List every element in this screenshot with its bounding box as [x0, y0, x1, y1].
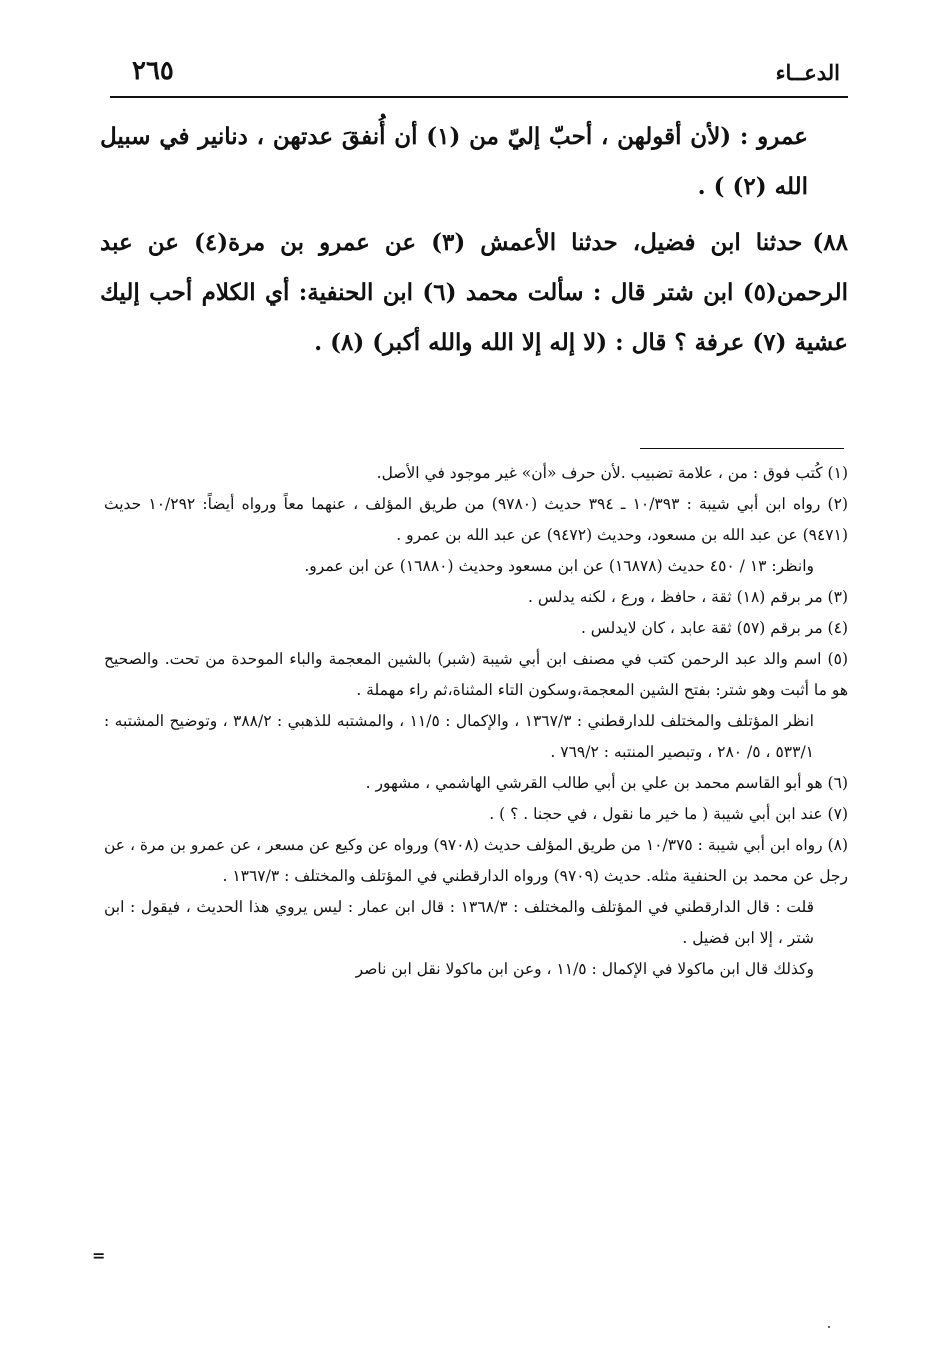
footnote-8-note-2: وكذلك قال ابن ماكولا في الإكمال : ١١/٥ ، وعن ابن ماكولا نقل ابن ناصر [355, 960, 814, 978]
footnote-5: (٥) اسم والد عبد الرحمن كتب في مصنف ابن أبي شيبة (شبر) بالشين المعجمة والباء الموحدة من تحت. والصحيح هو ما أثبت وهو شتر: بفتح الشين المعجمة،وسكون التاء المثناة،ثم راء مهملة . [104, 650, 848, 699]
main-text [100, 112, 848, 368]
footnote-3: (٣) مر برقم (١٨) ثقة ، حافظ ، ورع ، لكنه يدلس . [527, 588, 848, 606]
continuation-mark: = [92, 1246, 106, 1265]
hadith-text: حدثنا ابن فضيل، حدثنا الأعمش (٣) عن عمرو بن مرة(٤) عن عبد الرحمن(٥) ابن شتر قال : سألت محمد (٦) ابن الحنفية: أي الكلام أحب إليك عشية (٧) عرفة ؟ قال : (لا إله إلا الله والله أكبر) (٨) . [100, 229, 848, 356]
footnote-6: (٦) هو أبو القاسم محمد بن علي بن أبي طالب القرشي الهاشمي ، مشهور . [365, 774, 848, 792]
footnote-separator [640, 448, 844, 449]
text-paragraph: عمرو : (لأن أقولهن ، أحبّ إليّ من (١) أن أُنفقَ عدتهن ، دنانير في سبيل الله (٢) ) . [100, 123, 808, 200]
footnote-2-continuation: وانظر: ١٣ / ٤٥٠ حديث (١٦٨٧٨) عن ابن مسعود وحديث (١٦٨٨٠) عن ابن عمرو. [304, 557, 814, 575]
footnote-2: (٢) رواه ابن أبي شيبة : ١٠/٣٩٣ ـ ٣٩٤ حديث (٩٧٨٠) من طريق المؤلف ، عنهما معاً ورواه أيضاً: ١٠/٢٩٢ حديث (٩٤٧١) عن عبد الله بن مسعود، وحديث (٩٤٧٢) عن عبد الله بن عمرو . [104, 495, 848, 544]
footnote-5-continuation: انظر المؤتلف والمختلف للدارقطني : ١٣٦٧/٣ ، والإكمال : ١١/٥ ، والمشتبه للذهبي : ٣٨٨/٢ ، وتوضيح المشتبه : ٥٣٣/١ ، ٥/ ٢٨٠ ، وتبصير المنتبه : ٧٦٩/٢ . [104, 712, 814, 761]
footnote-4: (٤) مر برقم (٥٧) ثقة عابد ، كان لايدلس . [580, 619, 848, 637]
footnote-8: (٨) رواه ابن أبي شيبة : ١٠/٣٧٥ من طريق المؤلف حديث (٩٧٠٨) ورواه عن وكيع عن مسعر ، عن عمرو بن مرة ، عن رجل عن محمد بن الحنفية مثله. حديث (٩٧٠٩) ورواه الدارقطني في المؤتلف والمختلف : ١٣٦٧/٣ . [104, 836, 848, 885]
hadith-number: ٨٨) [812, 229, 848, 256]
footnote-7: (٧) عند ابن أبي شيبة ( ما خير ما نقول ، في حجنا . ؟ ) . [489, 805, 848, 823]
footnotes [104, 458, 848, 985]
hadith-paragraph [100, 218, 848, 368]
page-speck [828, 1326, 830, 1328]
running-title: الدعــاء [775, 60, 840, 85]
footnote-1: (١) كُتب فوق : من ، علامة تضبيب .لأن حرف «أن» غير موجود في الأصل. [376, 464, 848, 482]
page-header [110, 52, 848, 98]
footnote-8-note: قلت : قال الدارقطني في المؤتلف والمختلف : ١٣٦٨/٣ : قال ابن عمار : ليس يروي هذا الحديث ، فيقول : ابن شتر ، إلا ابن فضيل . [104, 898, 814, 947]
page-number: ٢٦٥ [132, 56, 174, 86]
